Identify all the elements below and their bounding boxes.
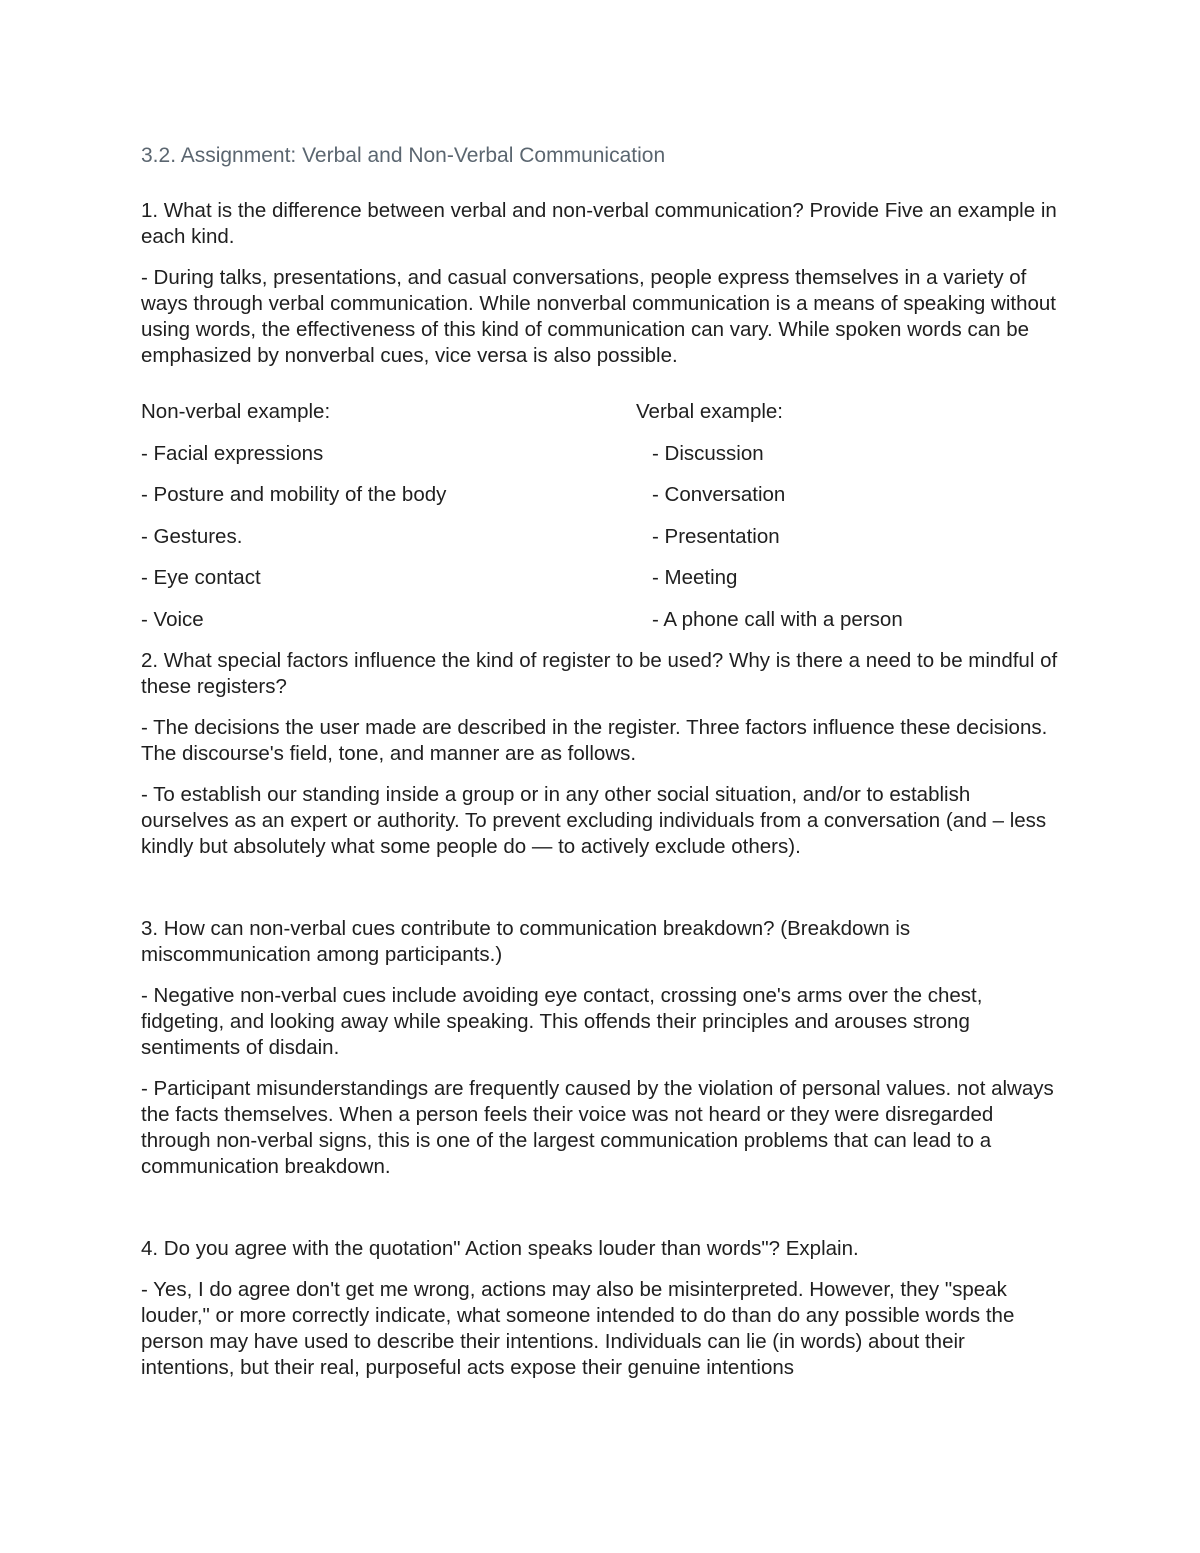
verbal-item: - Presentation — [652, 524, 780, 548]
nonverbal-item: - Eye contact — [141, 566, 261, 589]
verbal-item: - Discussion — [652, 441, 764, 465]
nonverbal-item: - Posture and mobility of the body — [141, 483, 447, 506]
nonverbal-item: - Voice — [141, 607, 204, 631]
answer-1: - During talks, presentations, and casual conversations, people express themselves in a variety of ways through verbal communication. While nonverbal communication is a means of speaking without using words, the effectiveness of this kind of communication can vary. While spoken words can be emphasized by nonverbal cues, vice versa is also possible. — [141, 266, 1056, 367]
examples-columns — [141, 399, 1061, 648]
nonverbal-heading: Non-verbal example: — [141, 400, 331, 423]
answer-4: - Yes, I do agree don't get me wrong, actions may also be misinterpreted. However, they "speak louder," or more correctly indicate, what someone intended to do than do any possible words the person may have used to describe their intentions. Individuals can lie (in words) about their intentions, but their real, purposeful acts expose their genuine intentions — [141, 1278, 1015, 1379]
question-1: 1. What is the difference between verbal and non-verbal communication? Provide Five an example in each kind. — [141, 199, 1057, 248]
nonverbal-examples — [141, 399, 636, 648]
question-4: 4. Do you agree with the quotation" Action speaks louder than words"? Explain. — [141, 1237, 859, 1260]
verbal-examples — [636, 399, 1056, 648]
answer-2a: - The decisions the user made are described in the register. Three factors influence these decisions. The discourse's field, tone, and manner are as follows. — [141, 716, 1048, 765]
verbal-item: - A phone call with a person — [652, 607, 903, 631]
verbal-heading: Verbal example: — [636, 400, 784, 423]
answer-3b: - Participant misunderstandings are frequently caused by the violation of personal values. not always the facts themselves. When a person feels their voice was not heard or they were disregarded through non-verbal signs, this is one of the largest communication problems that can lead to a communication breakdown. — [141, 1077, 1054, 1178]
answer-2b: - To establish our standing inside a group or in any other social situation, and/or to establish ourselves as an expert or authority. To prevent excluding individuals from a conversation (and – less kindly but absolutely what some people do — to actively exclude others). — [141, 783, 1047, 858]
document-title: 3.2. Assignment: Verbal and Non-Verbal Communication — [141, 144, 666, 167]
verbal-item: - Conversation — [652, 483, 786, 506]
document-page — [141, 140, 1061, 1396]
nonverbal-item: - Gestures. — [141, 524, 243, 548]
question-2: 2. What special factors influence the kind of register to be used? Why is there a need to be mindful of these registers? — [141, 649, 1058, 698]
verbal-item: - Meeting — [652, 566, 738, 589]
nonverbal-item: - Facial expressions — [141, 441, 324, 465]
question-3: 3. How can non-verbal cues contribute to communication breakdown? (Breakdown is miscommunication among participants.) — [141, 917, 911, 966]
answer-3a: - Negative non-verbal cues include avoiding eye contact, crossing one's arms over the chest, fidgeting, and looking away while speaking. This offends their principles and arouses strong sentiments of disdain. — [141, 984, 983, 1059]
